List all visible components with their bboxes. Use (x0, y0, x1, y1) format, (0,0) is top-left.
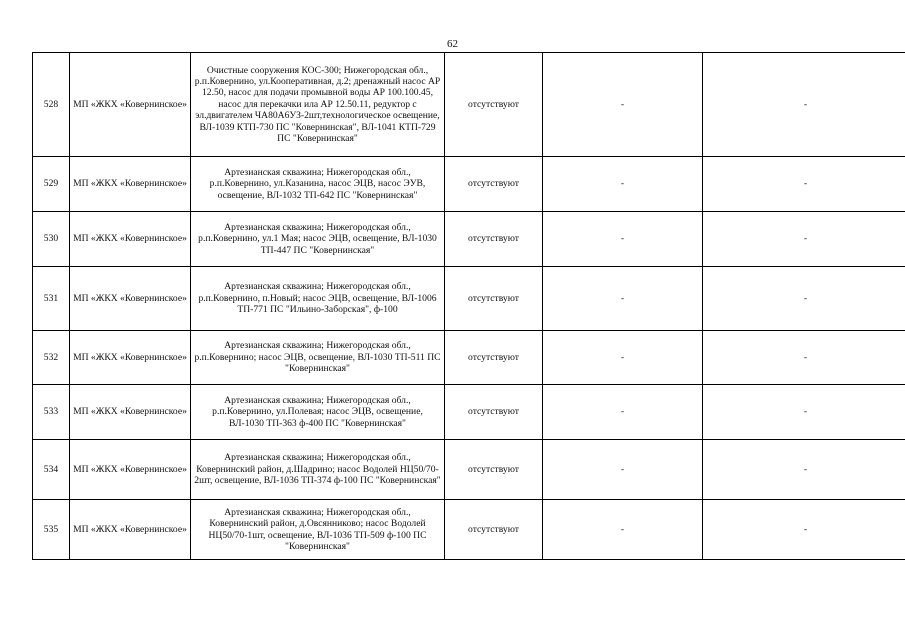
empty-value-cell: - (703, 500, 905, 560)
empty-value-cell: - (703, 212, 905, 267)
organization-cell: МП «ЖКХ «Ковернинское» (70, 53, 191, 157)
empty-value-cell: - (703, 440, 905, 500)
row-number-cell: 535 (33, 500, 70, 560)
property-registry-table (32, 52, 905, 560)
object-description-cell: Артезианская скважина; Нижегородская обл., Ковернинский район, д.Шадрино; насос Водолей НЦ50/70-2шт, освещение, ВЛ-1036 ТП-374 ф-100 ПС "Ковернинская" (191, 440, 445, 500)
table-row (33, 157, 905, 212)
empty-value-cell: - (703, 385, 905, 440)
table-row (33, 331, 905, 385)
empty-value-cell: - (703, 157, 905, 212)
row-number-cell: 530 (33, 212, 70, 267)
organization-cell: МП «ЖКХ «Ковернинское» (70, 267, 191, 331)
row-number-cell: 534 (33, 440, 70, 500)
object-description-cell: Артезианская скважина; Нижегородская обл., р.п.Ковернино; насос ЭЦВ, освещение, ВЛ-1030 ТП-511 ПС "Ковернинская" (191, 331, 445, 385)
encumbrance-cell: отсутствуют (445, 440, 543, 500)
empty-value-cell: - (543, 212, 703, 267)
table-row (33, 385, 905, 440)
encumbrance-cell: отсутствуют (445, 157, 543, 212)
encumbrance-cell: отсутствуют (445, 53, 543, 157)
organization-cell: МП «ЖКХ «Ковернинское» (70, 385, 191, 440)
empty-value-cell: - (543, 500, 703, 560)
table-row (33, 500, 905, 560)
organization-cell: МП «ЖКХ «Ковернинское» (70, 157, 191, 212)
object-description-cell: Артезианская скважина; Нижегородская обл., р.п.Ковернино, ул.1 Мая; насос ЭЦВ, освещение, ВЛ-1030 ТП-447 ПС "Ковернинская" (191, 212, 445, 267)
encumbrance-cell: отсутствуют (445, 212, 543, 267)
object-description-cell: Артезианская скважина; Нижегородская обл., Ковернинский район, д.Овсянниково; насос Водолей НЦ50/70-1шт, освещение, ВЛ-1036 ТП-509 ф-100 ПС "Ковернинская" (191, 500, 445, 560)
row-number-cell: 531 (33, 267, 70, 331)
encumbrance-cell: отсутствуют (445, 385, 543, 440)
table-row (33, 267, 905, 331)
object-description-cell: Артезианская скважина; Нижегородская обл., р.п.Ковернино, ул.Казанина, насос ЭЦВ, насос ЭУВ, освещение, ВЛ-1032 ТП-642 ПС "Ковернинская" (191, 157, 445, 212)
encumbrance-cell: отсутствуют (445, 500, 543, 560)
empty-value-cell: - (543, 53, 703, 157)
empty-value-cell: - (703, 53, 905, 157)
encumbrance-cell: отсутствуют (445, 331, 543, 385)
organization-cell: МП «ЖКХ «Ковернинское» (70, 212, 191, 267)
empty-value-cell: - (703, 267, 905, 331)
empty-value-cell: - (543, 331, 703, 385)
table-row (33, 440, 905, 500)
row-number-cell: 532 (33, 331, 70, 385)
row-number-cell: 528 (33, 53, 70, 157)
empty-value-cell: - (543, 385, 703, 440)
empty-value-cell: - (543, 267, 703, 331)
table-row (33, 53, 905, 157)
table-row (33, 212, 905, 267)
organization-cell: МП «ЖКХ «Ковернинское» (70, 331, 191, 385)
organization-cell: МП «ЖКХ «Ковернинское» (70, 440, 191, 500)
empty-value-cell: - (543, 440, 703, 500)
row-number-cell: 533 (33, 385, 70, 440)
encumbrance-cell: отсутствуют (445, 267, 543, 331)
page-number: 62 (447, 38, 458, 50)
object-description-cell: Очистные сооружения КОС-300; Нижегородская обл., р.п.Ковернино, ул.Кооперативная, д.2; дренажный насос АР 12.50, насос для подачи промывной воды АР 100.100.45, насос для перекачки ила АР 12.50.11, редуктор с эл.двигателем ЧА80А6УЗ-2шт,технологическое освещение, ВЛ-1039 КТП-730 ПС "Ковернинская", ВЛ-1041 КТП-729 ПС "Ковернинская" (191, 53, 445, 157)
object-description-cell: Артезианская скважина; Нижегородская обл., р.п.Ковернино, ул.Полевая; насос ЭЦВ, освещение, ВЛ-1030 ТП-363 ф-400 ПС "Ковернинская" (191, 385, 445, 440)
empty-value-cell: - (703, 331, 905, 385)
object-description-cell: Артезианская скважина; Нижегородская обл., р.п.Ковернино, п.Новый; насос ЭЦВ, освещение, ВЛ-1006 ТП-771 ПС "Ильино-Заборская", ф-100 (191, 267, 445, 331)
organization-cell: МП «ЖКХ «Ковернинское» (70, 500, 191, 560)
empty-value-cell: - (543, 157, 703, 212)
row-number-cell: 529 (33, 157, 70, 212)
